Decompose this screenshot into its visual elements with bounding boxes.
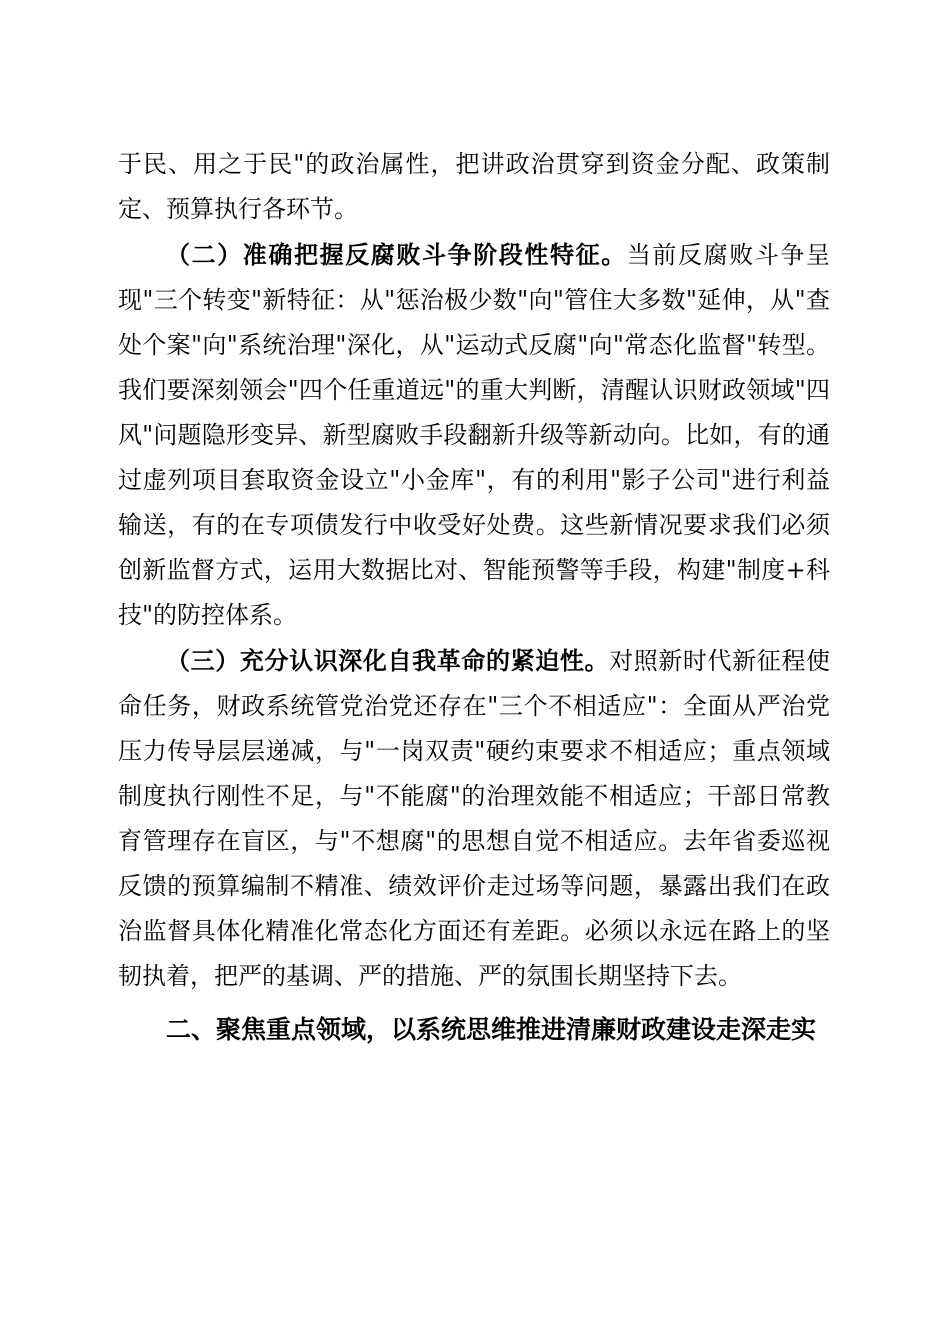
paragraph-lead-heading: （二）准确把握反腐败斗争阶段性特征。 (166, 240, 627, 269)
paragraph-text: 于民、用之于民"的政治属性，把讲政治贯穿到资金分配、政策制定、预算执行各环节。 (118, 150, 830, 223)
paragraph-accurate-grasp (118, 232, 830, 638)
paragraph-self-revolution (118, 638, 830, 999)
paragraph-lead-heading: （三）充分认识深化自我革命的紧迫性。 (166, 646, 610, 675)
section-heading: 二、聚焦重点领域，以系统思维推进清廉财政建设走深走实 (166, 1015, 817, 1044)
paragraph-text: 对照新时代新征程使命任务，财政系统管党治党还存在"三个不相适应"：全面从严治党压力传导层层递减，与"一岗双责"硬约束要求不相适应；重点领域制度执行刚性不足，与"不能腐"的治理效能不相适应；干部日常教育管理存在盲区，与"不想腐"的思想自觉不相适应。去年省委巡视反馈的预算编制不精准、绩效评价走过场等问题，暴露出我们在政治监督具体化精准化常态化方面还有差距。必须以永远在路上的坚韧执着，把严的基调、严的措施、严的氛围长期坚持下去。 (118, 647, 831, 990)
paragraph-continuation (118, 142, 830, 232)
document-body (118, 142, 830, 1052)
paragraph-text: 当前反腐败斗争呈现"三个转变"新特征：从"惩治极少数"向"管住大多数"延伸，从"查处个案"向"系统治理"深化，从"运动式反腐"向"常态化监督"转型。我们要深刻领会"四个任重道远"的重大判断，清醒认识财政领域"四风"问题隐形变异、新型腐败手段翻新升级等新动向。比如，有的通过虚列项目套取资金设立"小金库"，有的利用"影子公司"进行利益输送，有的在专项债发行中收受好处费。这些新情况要求我们必须创新监督方式，运用大数据比对、智能预警等手段，构建"制度+科技"的防控体系。 (118, 241, 831, 629)
